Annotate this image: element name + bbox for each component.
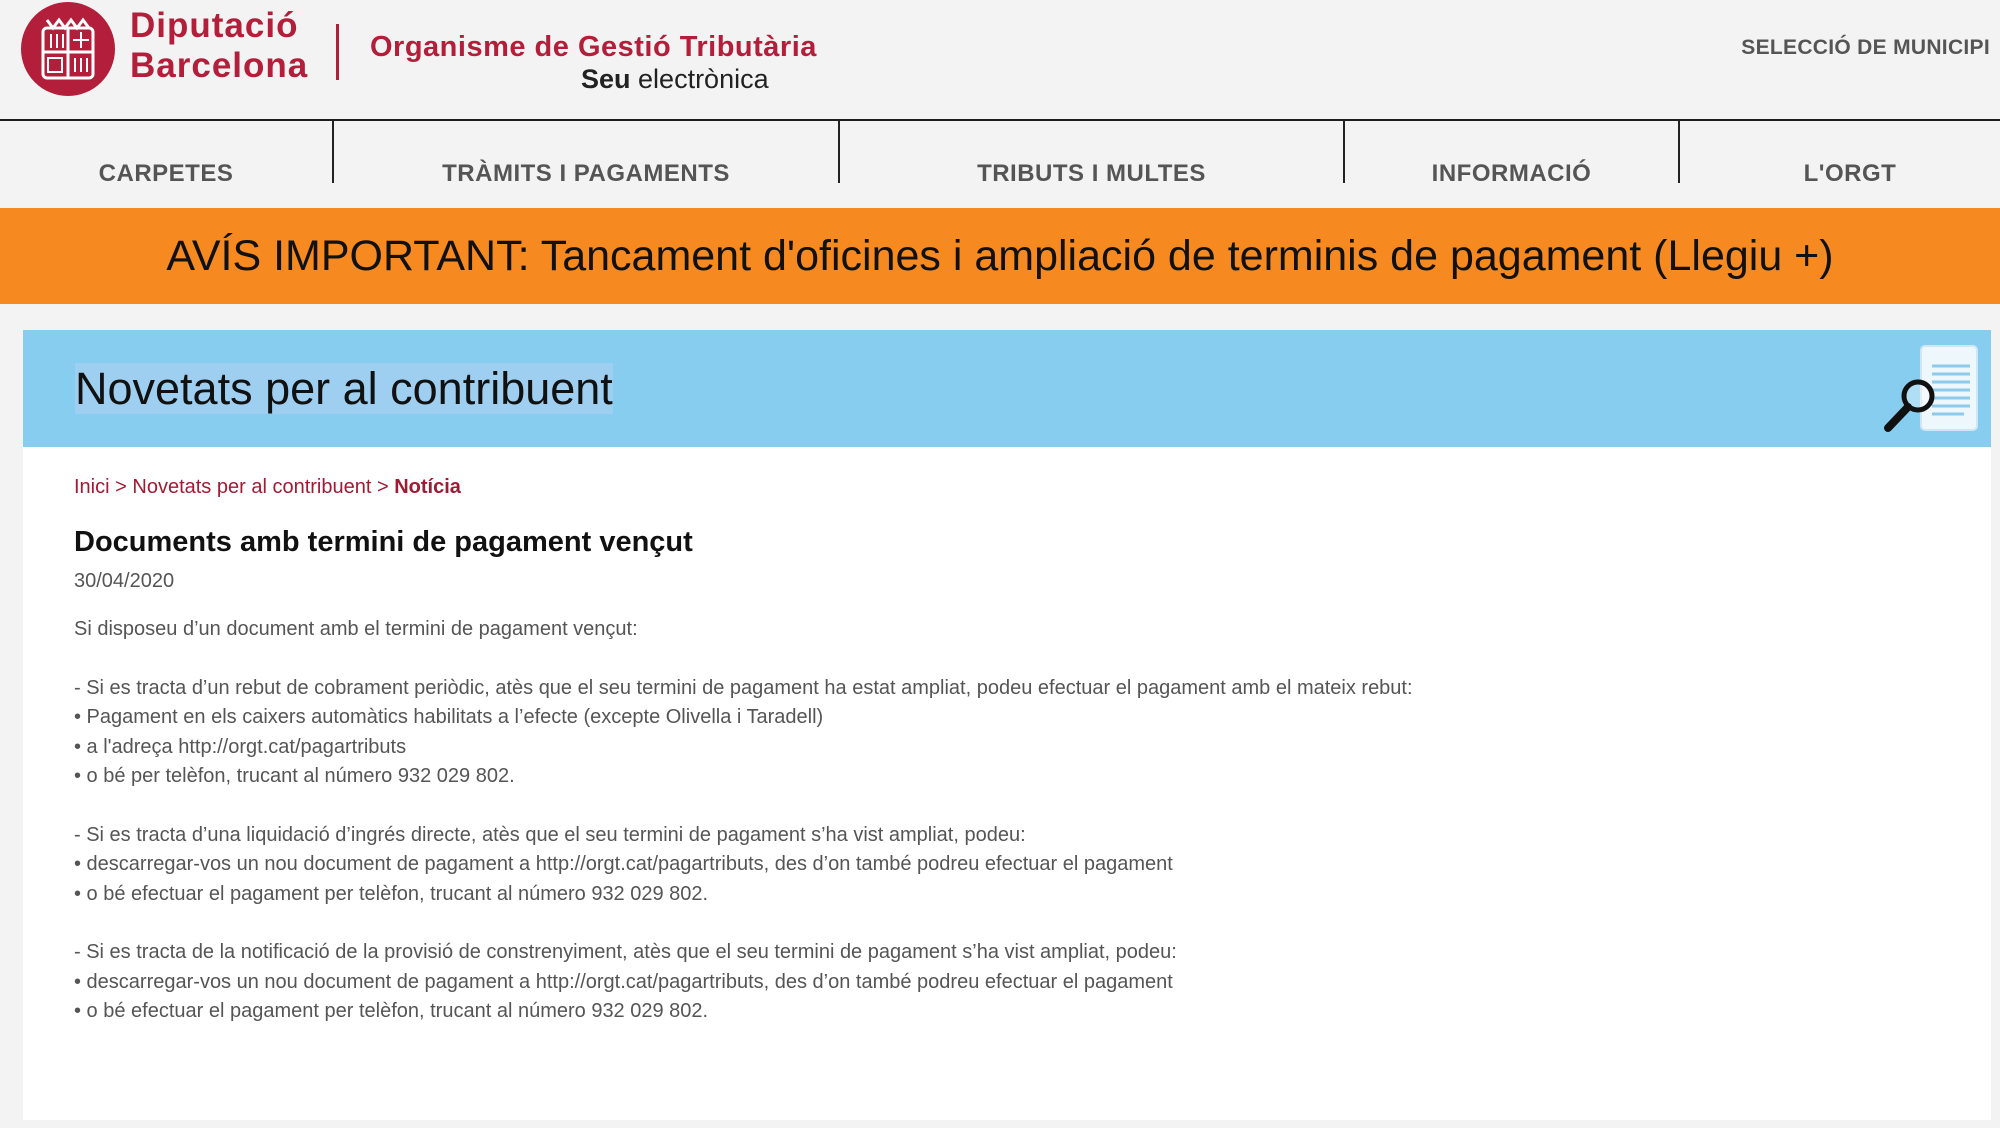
article-list-item: • o bé efectuar el pagament per telèfon, trucant al número 932 029 802. (74, 882, 709, 905)
page-title-text: Novetats per al contribuent (75, 363, 613, 414)
nav-item-informacio[interactable]: INFORMACIÓ (1431, 160, 1592, 187)
brand-line-1: Diputació (130, 6, 299, 45)
diputacio-seal-logo[interactable] (21, 2, 115, 96)
nav-item-carpetes[interactable]: CARPETES (98, 160, 234, 187)
breadcrumb-separator: > (109, 476, 133, 498)
nav-item-tributs-multes[interactable]: TRIBUTS I MULTES (977, 160, 1206, 187)
seu-rest-label: electrònica (630, 64, 769, 94)
site-header (0, 0, 2000, 121)
important-notice-banner[interactable]: AVÍS IMPORTANT: Tancament d'oficines i ampliació de terminis de pagament (Llegiu +) (0, 208, 2000, 304)
article-paragraph: - Si es tracta d’un rebut de cobrament periòdic, atès que el seu termini de pagament ha estat ampliat, podeu efectuar el pagament amb el mateix rebut: (74, 676, 1413, 699)
nav-item-lorgt[interactable]: L'ORGT (1803, 160, 1897, 187)
article-intro: Si disposeu d’un document amb el termini de pagament vençut: (74, 618, 638, 640)
article-list-item: • descarregar-vos un nou document de pagament a http://orgt.cat/pagartributs, des d’on també podreu efectuar el pagament (74, 853, 1173, 876)
main-nav (0, 121, 2000, 208)
document-search-icon (1866, 344, 1978, 440)
brand-divider (336, 24, 339, 80)
breadcrumb-home-link[interactable]: Inici (74, 476, 110, 498)
article-paragraph: - Si es tracta de la notificació de la provisió de constrenyiment, atès que el seu termini de pagament s’ha vist ampliat, podeu: (74, 941, 1177, 964)
article-list-item: • a l'adreça http://orgt.cat/pagartributs (74, 735, 407, 758)
breadcrumb (74, 476, 461, 499)
page-title (75, 363, 613, 415)
nav-item-tramits-pagaments[interactable]: TRÀMITS I PAGAMENTS (442, 160, 730, 187)
section-banner (23, 330, 1991, 447)
seu-electronica-label (581, 63, 769, 95)
article-list-item: • o bé per telèfon, trucant al número 932 029 802. (74, 765, 515, 788)
brand-line-2: Barcelona (130, 46, 309, 85)
article-title: Documents amb termini de pagament vençut (74, 526, 693, 558)
org-title: Organisme de Gestió Tributària (370, 31, 817, 63)
article-body (74, 615, 1954, 1027)
breadcrumb-section-link[interactable]: Novetats per al contribuent (132, 476, 372, 498)
breadcrumb-current: Notícia (394, 476, 461, 498)
article-list-item: • descarregar-vos un nou document de pagament a http://orgt.cat/pagartributs, des d’on també podreu efectuar el pagament (74, 970, 1173, 993)
seu-bold-label: Seu (581, 64, 631, 94)
article-list-item: • o bé efectuar el pagament per telèfon, trucant al número 932 029 802. (74, 1000, 709, 1023)
article-paragraph: - Si es tracta d’una liquidació d’ingrés directe, atès que el seu termini de pagament s’ha vist ampliat, podeu: (74, 823, 1026, 846)
brand-name[interactable] (130, 6, 308, 86)
select-municipality-link[interactable]: SELECCIÓ DE MUNICIPI (1741, 36, 1990, 59)
article-date: 30/04/2020 (74, 570, 175, 592)
breadcrumb-separator: > (371, 476, 395, 498)
crest-icon (39, 14, 97, 84)
article-list-item: • Pagament en els caixers automàtics habilitats a l’efecte (excepte Olivella i Taradell) (74, 706, 824, 729)
main-content (23, 330, 1991, 1120)
